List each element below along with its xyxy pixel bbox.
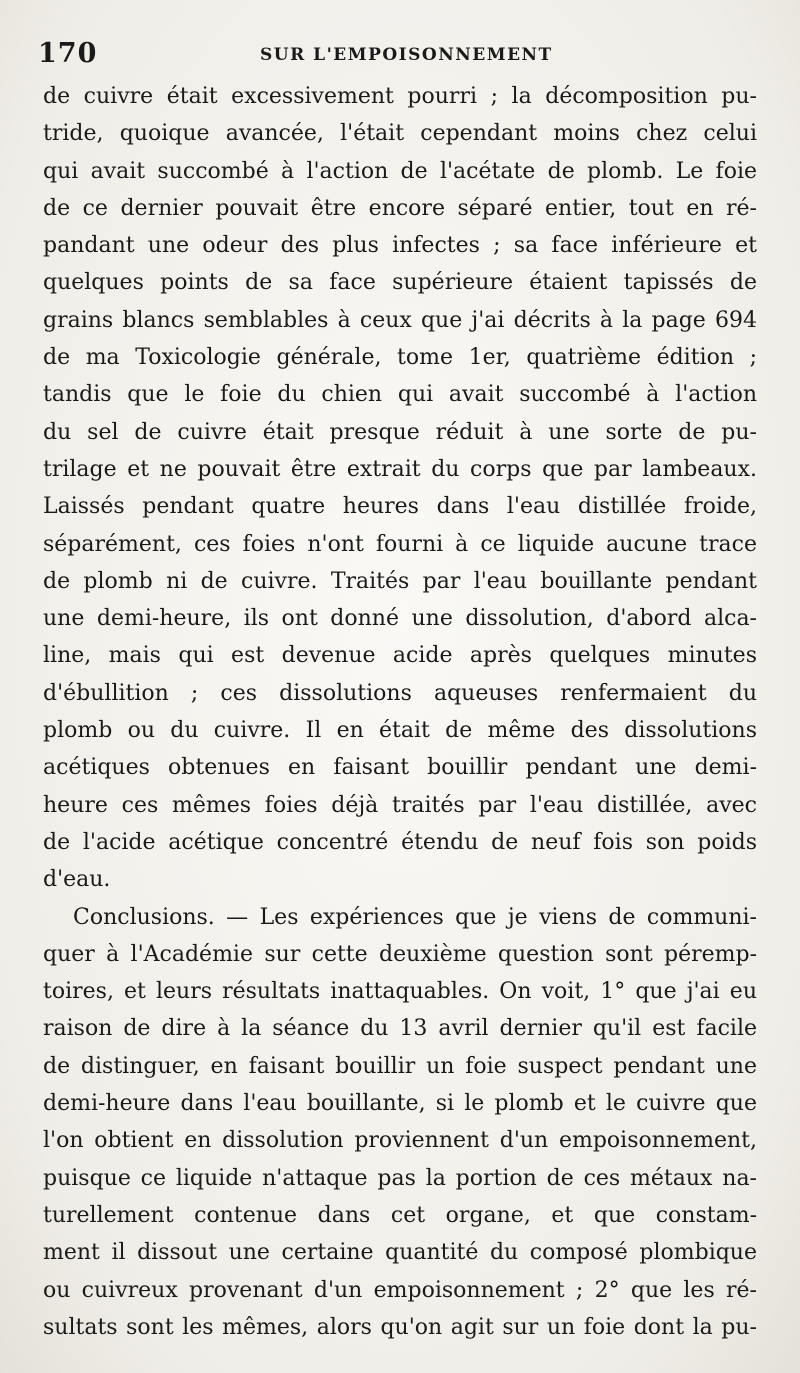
text-line: séparément, ces foies n'ont fourni à ce liquide aucune trace [43, 531, 757, 557]
text-line: sultats sont les mêmes, alors qu'on agit sur un foie dont la pu- [43, 1314, 757, 1340]
text-line: d'ébullition ; ces dissolutions aqueuses renfermaient du [43, 680, 757, 706]
text-line: Conclusions. — Les expériences que je viens de communi- [73, 904, 757, 930]
body-text [43, 78, 757, 1346]
text-line: de l'acide acétique concentré étendu de neuf fois son poids [43, 829, 757, 855]
text-line: de cuivre était excessivement pourri ; la décomposition pu- [43, 84, 757, 109]
text-line: tandis que le foie du chien qui avait succombé à l'action [43, 382, 757, 408]
text-line: quer à l'Académie sur cette deuxième question sont péremp- [43, 941, 757, 967]
text-line: demi-heure dans l'eau bouillante, si le plomb et le cuivre que [43, 1091, 757, 1117]
text-line: de distinguer, en faisant bouillir un foie suspect pendant une [43, 1053, 757, 1079]
text-line: de plomb ni de cuivre. Traités par l'eau bouillante pendant [43, 568, 757, 594]
text-line: une demi-heure, ils ont donné une dissolution, d'abord alca- [43, 606, 757, 632]
text-line: l'on obtient en dissolution proviennent d'un empoisonnement, [43, 1128, 757, 1154]
page-number: 170 [38, 38, 98, 69]
text-line: de ce dernier pouvait être encore séparé entier, tout en ré- [43, 195, 757, 221]
text-line: pandant une odeur des plus infectes ; sa face inférieure et [43, 233, 757, 259]
text-line: turellement contenue dans cet organe, et que constam- [43, 1202, 757, 1228]
text-line: quelques points de sa face supérieure étaient tapissés de [43, 270, 757, 296]
text-line: qui avait succombé à l'action de l'acétate de plomb. Le foie [43, 158, 757, 184]
text-line: plomb ou du cuivre. Il en était de même des dissolutions [43, 718, 757, 744]
text-line: toires, et leurs résultats inattaquables. On voit, 1° que j'ai eu [43, 979, 757, 1005]
text-line: heure ces mêmes foies déjà traités par l'eau distillée, avec [43, 792, 757, 818]
text-line: ou cuivreux provenant d'un empoisonnement ; 2° que les ré- [43, 1277, 757, 1303]
text-line: line, mais qui est devenue acide après quelques minutes [43, 643, 757, 669]
text-line: puisque ce liquide n'attaque pas la portion de ces métaux na- [43, 1165, 757, 1191]
text-line: du sel de cuivre était presque réduit à une sorte de pu- [43, 419, 757, 445]
text-line: de ma Toxicologie générale, tome 1er, quatrième édition ; [43, 345, 757, 371]
text-line: trilage et ne pouvait être extrait du corps que par lambeaux. [43, 456, 757, 482]
page-header [38, 38, 760, 68]
text-line: ment il dissout une certaine quantité du composé plombique [43, 1240, 757, 1266]
text-line: Laissés pendant quatre heures dans l'eau distillée froide, [43, 494, 757, 520]
running-title: SUR L'EMPOISONNEMENT [260, 45, 553, 65]
text-line: tride, quoique avancée, l'était cependant moins chez celui [43, 121, 757, 147]
text-line: acétiques obtenues en faisant bouillir pendant une demi- [43, 755, 757, 781]
text-line: d'eau. [43, 867, 111, 893]
text-line: grains blancs semblables à ceux que j'ai décrits à la page 694 [43, 307, 757, 333]
text-line: raison de dire à la séance du 13 avril dernier qu'il est facile [43, 1016, 757, 1042]
